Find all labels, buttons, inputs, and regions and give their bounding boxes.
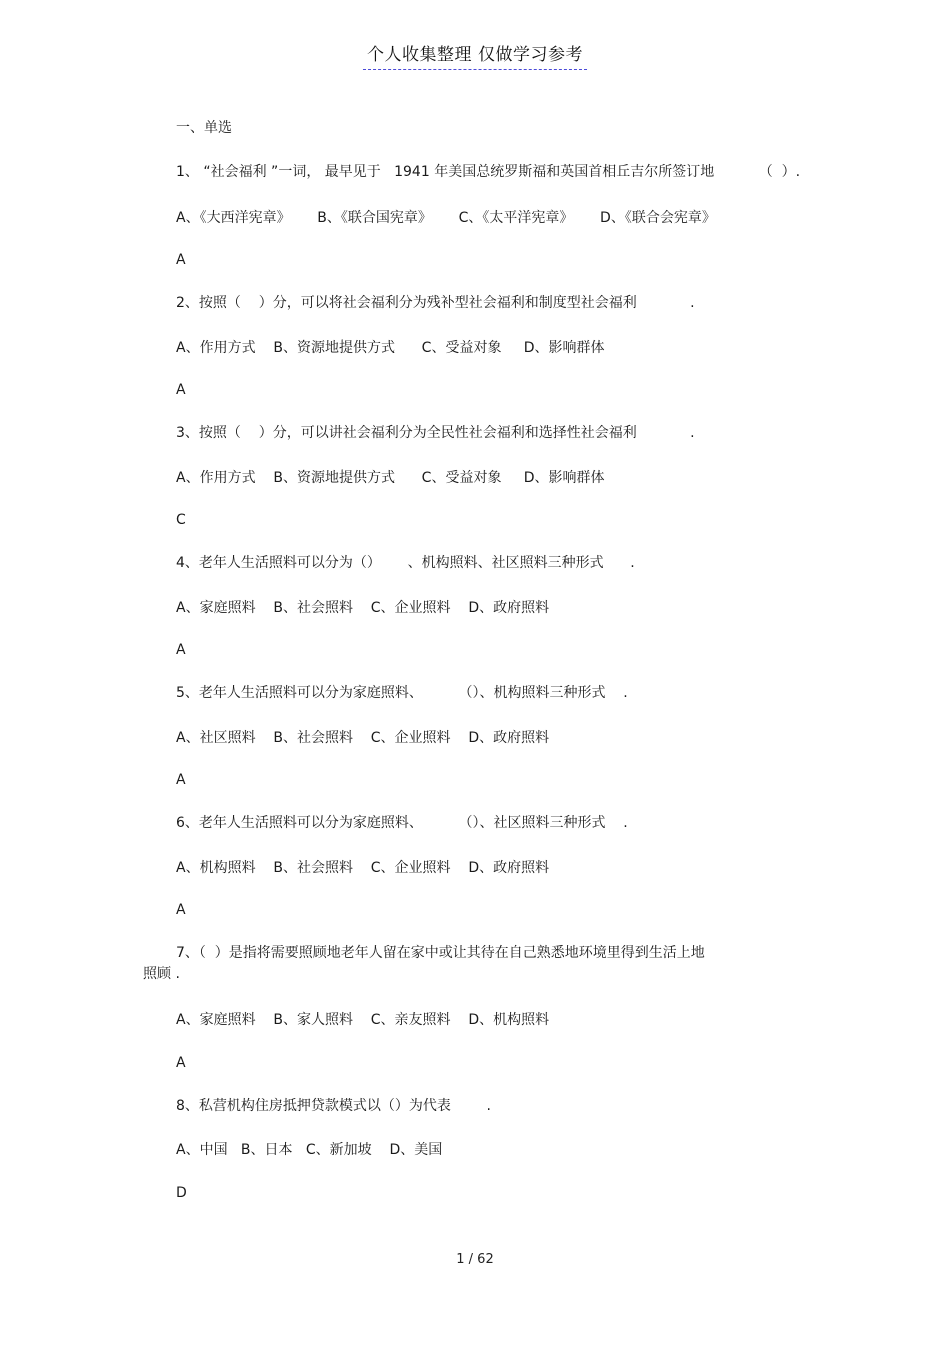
question-options: A、社区照料 B、社会照料 C、企业照料 D、政府照料 [176,730,550,746]
question-stem: 2、按照（ ）分，可以将社会福利分为残补型社会福利和制度型社会福利 . [176,295,695,311]
question-options: A、作用方式 B、资源地提供方式 C、受益对象 D、影响群体 [176,470,605,486]
question-options: A、机构照料 B、社会照料 C、企业照料 D、政府照料 [176,860,550,876]
question-answer: C [176,512,186,528]
question-stem: 7、（ ）是指将需要照顾地老年人留在家中或让其待在自己熟悉地环境里得到生活上地 [176,945,705,961]
question-stem: 4、老年人生活照料可以分为（） 、机构照料、社区照料三种形式 . [176,555,635,571]
page-number: 1 / 62 [456,1252,494,1267]
question-stem: 8、私营机构住房抵押贷款模式以（）为代表 . [176,1098,491,1114]
question-stem: 6、老年人生活照料可以分为家庭照料、 （）、社区照料三种形式 . [176,815,628,831]
question-answer: A [176,1055,186,1071]
question-answer: A [176,382,186,398]
question-answer: D [176,1185,187,1201]
page-header [0,40,950,70]
question-options: A、《大西洋宪章》 B、《联合国宪章》 C、《太平洋宪章》 D、《联合会宪章》 [176,210,716,226]
question-stem: 3、按照（ ）分，可以讲社会福利分为全民性社会福利和选择性社会福利 . [176,425,695,441]
question-options: A、中国 B、日本 C、新加坡 D、美国 [176,1142,443,1158]
question-stem-continuation: 照顾 . [143,966,180,982]
question-options: A、作用方式 B、资源地提供方式 C、受益对象 D、影响群体 [176,340,605,356]
section-title: 一、单选 [176,120,232,136]
question-answer: A [176,772,186,788]
header-title: 个人收集整理 仅做学习参考 [363,40,587,70]
question-answer: A [176,642,186,658]
question-stem: 5、老年人生活照料可以分为家庭照料、 （）、机构照料三种形式 . [176,685,628,701]
question-stem: 1、 “社会福利 ”一词， 最早见于 1941 年美国总统罗斯福和英国首相丘吉尔所签订地 （ ）. [176,164,801,180]
question-options: A、家庭照料 B、家人照料 C、亲友照料 D、机构照料 [176,1012,550,1028]
question-answer: A [176,902,186,918]
question-options: A、家庭照料 B、社会照料 C、企业照料 D、政府照料 [176,600,550,616]
question-answer: A [176,252,186,268]
